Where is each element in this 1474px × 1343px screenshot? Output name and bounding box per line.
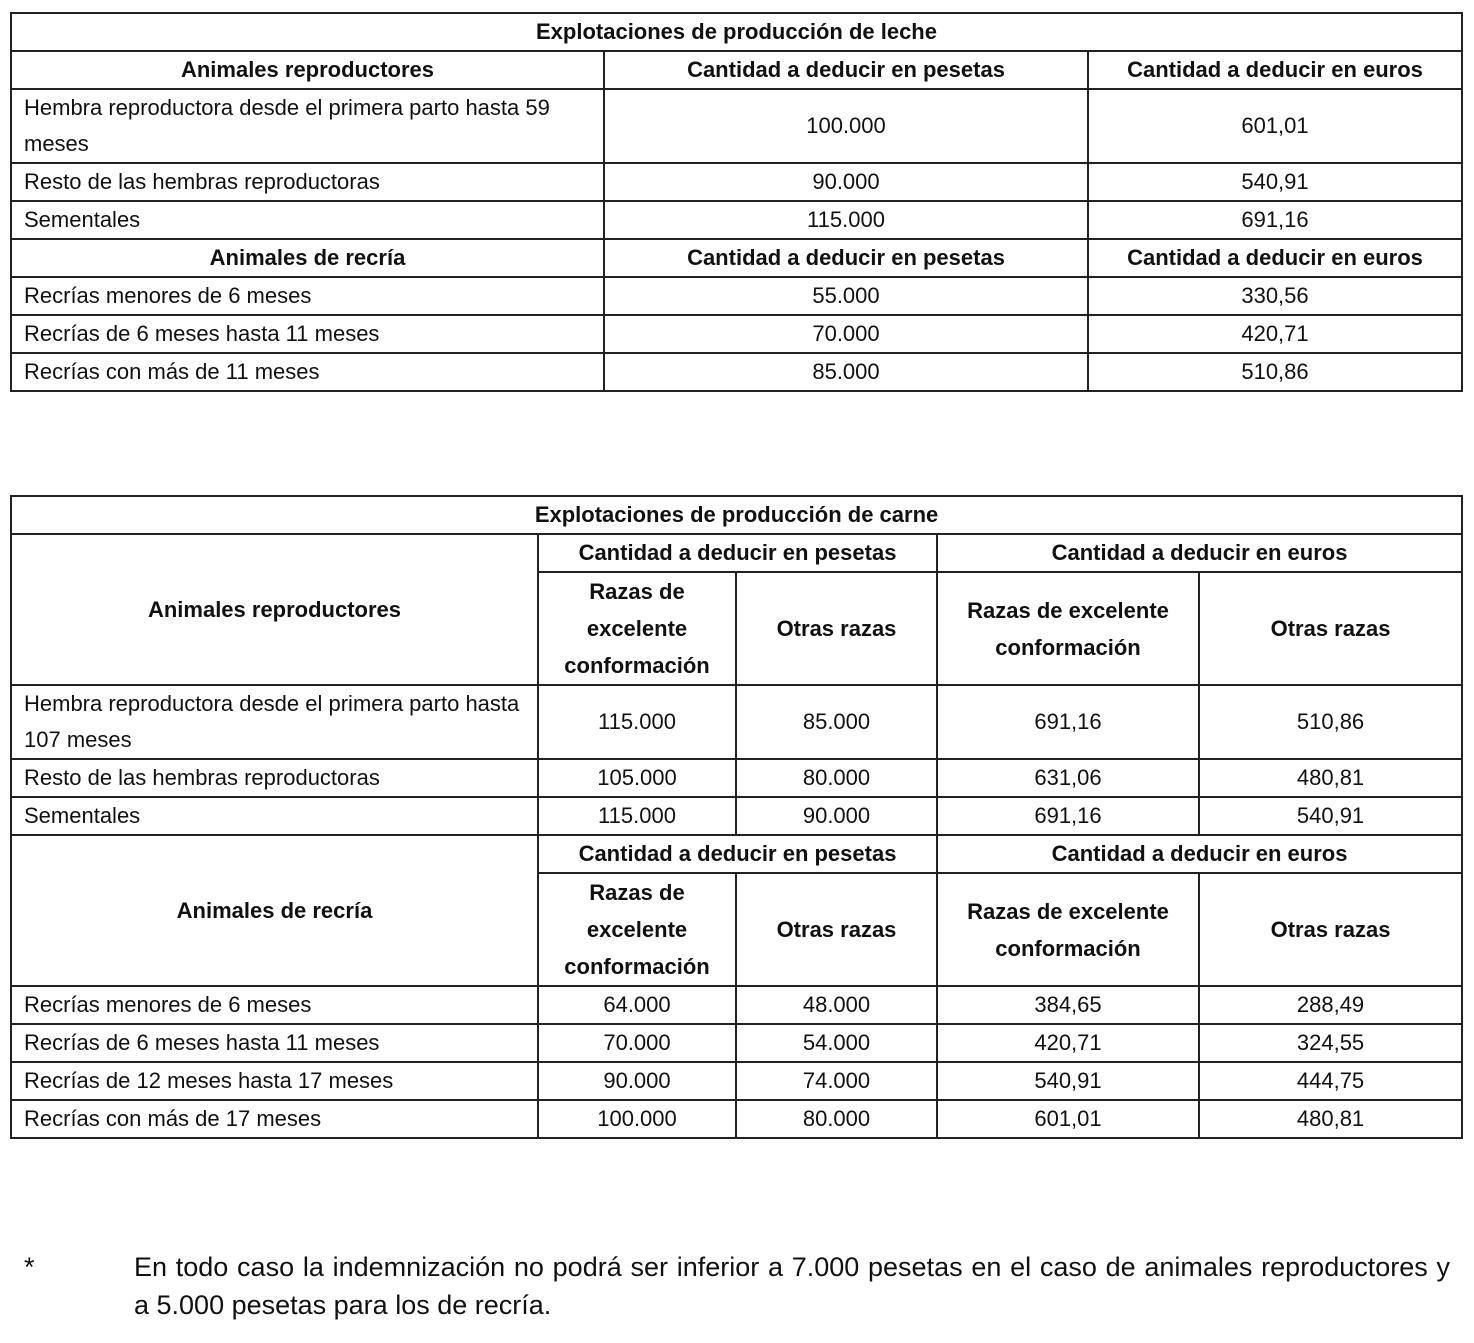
euros-otras-cell: 288,49 <box>1199 986 1462 1024</box>
pesetas-excelente-cell: 115.000 <box>538 685 736 759</box>
row-label: Recrías menores de 6 meses <box>11 277 604 315</box>
euros-excelente-cell: 540,91 <box>937 1062 1199 1100</box>
pesetas-otras-cell: 90.000 <box>736 797 937 835</box>
row-label: Recrías de 6 meses hasta 11 meses <box>11 1024 538 1062</box>
pesetas-cell: 70.000 <box>604 315 1088 353</box>
carne-reproductores-header-row <box>11 534 1462 572</box>
table-row <box>11 277 1462 315</box>
subheader-excelente: Razas de excelente conformación <box>937 873 1199 986</box>
pesetas-otras-cell: 74.000 <box>736 1062 937 1100</box>
euros-cell: 540,91 <box>1088 163 1462 201</box>
euros-excelente-cell: 631,06 <box>937 759 1199 797</box>
leche-table-title: Explotaciones de producción de leche <box>11 13 1462 51</box>
column-header: Cantidad a deducir en pesetas <box>604 239 1088 277</box>
row-label: Sementales <box>11 201 604 239</box>
pesetas-cell: 55.000 <box>604 277 1088 315</box>
row-label: Recrías de 12 meses hasta 17 meses <box>11 1062 538 1100</box>
subheader-otras: Otras razas <box>736 873 937 986</box>
euros-cell: 691,16 <box>1088 201 1462 239</box>
pesetas-excelente-cell: 64.000 <box>538 986 736 1024</box>
subheader-otras: Otras razas <box>736 572 937 685</box>
euros-otras-cell: 540,91 <box>1199 797 1462 835</box>
pesetas-excelente-cell: 70.000 <box>538 1024 736 1062</box>
row-label: Resto de las hembras reproductoras <box>11 759 538 797</box>
pesetas-cell: 115.000 <box>604 201 1088 239</box>
subheader-excelente: Razas de excelente conformación <box>538 572 736 685</box>
euros-cell: 330,56 <box>1088 277 1462 315</box>
pesetas-group-header: Cantidad a deducir en pesetas <box>538 534 937 572</box>
row-label: Hembra reproductora desde el primera parto hasta 107 meses <box>11 685 538 759</box>
carne-recria-header-row <box>11 835 1462 873</box>
pesetas-excelente-cell: 105.000 <box>538 759 736 797</box>
subheader-otras: Otras razas <box>1199 873 1462 986</box>
row-label: Recrías de 6 meses hasta 11 meses <box>11 315 604 353</box>
pesetas-excelente-cell: 90.000 <box>538 1062 736 1100</box>
pesetas-otras-cell: 54.000 <box>736 1024 937 1062</box>
euros-otras-cell: 510,86 <box>1199 685 1462 759</box>
table-row <box>11 163 1462 201</box>
leche-table <box>10 12 1463 392</box>
column-header: Cantidad a deducir en pesetas <box>604 51 1088 89</box>
footnote-text: En todo caso la indemnización no podrá ser inferior a 7.000 pesetas en el caso de animales reproductores y a 5.000 pesetas para los de recría. <box>134 1252 1450 1320</box>
table-row <box>11 1062 1462 1100</box>
euros-excelente-cell: 691,16 <box>937 797 1199 835</box>
euros-otras-cell: 480,81 <box>1199 759 1462 797</box>
euros-excelente-cell: 601,01 <box>937 1100 1199 1138</box>
table-row <box>11 1100 1462 1138</box>
subheader-excelente: Razas de excelente conformación <box>937 572 1199 685</box>
row-label: Sementales <box>11 797 538 835</box>
row-label: Resto de las hembras reproductoras <box>11 163 604 201</box>
footnote <box>24 1248 1450 1324</box>
recria-header: Animales de recría <box>11 835 538 986</box>
leche-recria-header-row <box>11 239 1462 277</box>
pesetas-cell: 90.000 <box>604 163 1088 201</box>
pesetas-otras-cell: 80.000 <box>736 759 937 797</box>
footnote-marker: * <box>24 1252 35 1282</box>
euros-excelente-cell: 420,71 <box>937 1024 1199 1062</box>
euros-group-header: Cantidad a deducir en euros <box>937 835 1462 873</box>
pesetas-excelente-cell: 100.000 <box>538 1100 736 1138</box>
euros-otras-cell: 444,75 <box>1199 1062 1462 1100</box>
table-row <box>11 89 1462 163</box>
table-row <box>11 353 1462 391</box>
reproductores-header: Animales reproductores <box>11 534 538 685</box>
pesetas-cell: 85.000 <box>604 353 1088 391</box>
table-row <box>11 315 1462 353</box>
row-label: Recrías con más de 17 meses <box>11 1100 538 1138</box>
pesetas-group-header: Cantidad a deducir en pesetas <box>538 835 937 873</box>
table-row <box>11 201 1462 239</box>
row-label: Recrías con más de 11 meses <box>11 353 604 391</box>
carne-table-title: Explotaciones de producción de carne <box>11 496 1462 534</box>
euros-cell: 510,86 <box>1088 353 1462 391</box>
column-header: Cantidad a deducir en euros <box>1088 239 1462 277</box>
table-row <box>11 685 1462 759</box>
table-row <box>11 1024 1462 1062</box>
euros-cell: 601,01 <box>1088 89 1462 163</box>
pesetas-otras-cell: 85.000 <box>736 685 937 759</box>
row-label: Recrías menores de 6 meses <box>11 986 538 1024</box>
euros-excelente-cell: 384,65 <box>937 986 1199 1024</box>
euros-excelente-cell: 691,16 <box>937 685 1199 759</box>
subheader-otras: Otras razas <box>1199 572 1462 685</box>
euros-cell: 420,71 <box>1088 315 1462 353</box>
column-header: Animales de recría <box>11 239 604 277</box>
pesetas-excelente-cell: 115.000 <box>538 797 736 835</box>
euros-otras-cell: 480,81 <box>1199 1100 1462 1138</box>
euros-group-header: Cantidad a deducir en euros <box>937 534 1462 572</box>
table-row <box>11 759 1462 797</box>
table-row <box>11 986 1462 1024</box>
carne-table <box>10 495 1463 1139</box>
pesetas-otras-cell: 80.000 <box>736 1100 937 1138</box>
row-label: Hembra reproductora desde el primera parto hasta 59 meses <box>11 89 604 163</box>
column-header: Animales reproductores <box>11 51 604 89</box>
euros-otras-cell: 324,55 <box>1199 1024 1462 1062</box>
column-header: Cantidad a deducir en euros <box>1088 51 1462 89</box>
table-row <box>11 797 1462 835</box>
leche-reproductores-header-row <box>11 51 1462 89</box>
pesetas-otras-cell: 48.000 <box>736 986 937 1024</box>
subheader-excelente: Razas de excelente conformación <box>538 873 736 986</box>
pesetas-cell: 100.000 <box>604 89 1088 163</box>
